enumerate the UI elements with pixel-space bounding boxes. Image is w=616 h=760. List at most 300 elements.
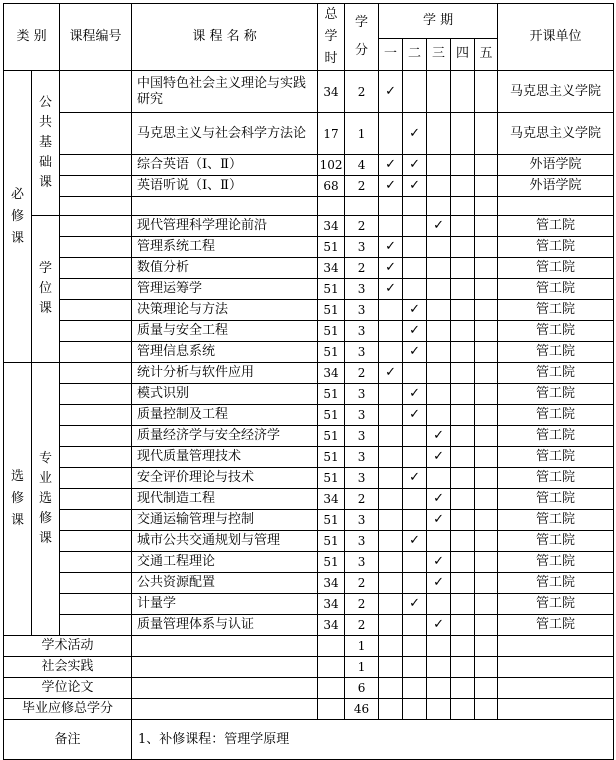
empty-cell [403,636,427,657]
course-hours: 34 [318,615,345,636]
check-icon: ✓ [385,83,396,99]
course-code [60,258,132,279]
table-row [4,237,614,258]
course-code [60,113,132,155]
course-code [60,237,132,258]
course-name: 质量控制及工程 [132,405,318,426]
semester-2-cell [403,71,427,113]
course-hours: 51 [318,384,345,405]
course-code [60,594,132,615]
course-credit: 2 [345,216,379,237]
semester-2-cell [403,552,427,573]
semester-3-cell [427,447,451,468]
summary-label: 学位论文 [4,678,132,699]
table-row [4,489,614,510]
header-name: 课 程 名 称 [132,4,318,71]
semester-4-cell [451,300,475,321]
table-row [4,615,614,636]
semester-1-cell [379,342,403,363]
semester-3-cell [427,216,451,237]
header-semester-2: 二 [403,38,427,70]
table-row [4,384,614,405]
semester-2-cell [403,615,427,636]
course-name: 英语听说（Ⅰ、Ⅱ） [132,176,318,197]
summary-name [132,678,318,699]
empty-cell [498,678,614,699]
course-hours: 34 [318,489,345,510]
semester-2-cell [403,155,427,176]
semester-1-cell [379,321,403,342]
semester-3-cell [427,237,451,258]
empty-cell [403,699,427,720]
check-icon: ✓ [433,554,444,569]
course-unit: 管工院 [498,489,614,510]
course-name: 统计分析与软件应用 [132,363,318,384]
course-name: 质量经济学与安全经济学 [132,426,318,447]
table-row [4,155,614,176]
check-icon: ✓ [385,239,396,254]
group-public-basic [32,71,60,216]
course-code [60,405,132,426]
semester-5-cell [475,552,498,573]
course-credit: 2 [345,594,379,615]
semester-3-cell [427,405,451,426]
empty-cell [403,657,427,678]
check-icon: ✓ [385,365,396,380]
semester-2-cell [403,447,427,468]
course-credit: 3 [345,510,379,531]
course-hours: 51 [318,321,345,342]
empty-cell [345,197,379,216]
group-professional-elective [32,363,60,636]
course-unit: 管工院 [498,384,614,405]
course-unit: 外语学院 [498,155,614,176]
course-code [60,615,132,636]
check-icon: ✓ [409,125,420,141]
course-unit: 管工院 [498,321,614,342]
semester-5-cell [475,155,498,176]
course-name: 现代管理科学理论前沿 [132,216,318,237]
group-required-label: 必修课 [10,186,24,246]
table-row [4,197,614,216]
semester-4-cell [451,279,475,300]
semester-3-cell [427,342,451,363]
empty-cell [498,197,614,216]
course-hours: 17 [318,113,345,155]
semester-3-cell [427,321,451,342]
semester-2-cell [403,384,427,405]
empty-cell [427,657,451,678]
course-code [60,510,132,531]
semester-3-cell [427,468,451,489]
summary-label: 学术活动 [4,636,132,657]
course-unit: 管工院 [498,510,614,531]
header-semester-5: 五 [475,38,498,70]
semester-5-cell [475,426,498,447]
semester-5-cell [475,468,498,489]
group-professional-elective-label: 专业选修课 [38,451,52,546]
semester-5-cell [475,447,498,468]
semester-2-cell [403,426,427,447]
check-icon: ✓ [409,178,420,193]
summary-row [4,657,614,678]
course-unit: 管工院 [498,468,614,489]
check-icon: ✓ [433,617,444,632]
course-hours: 51 [318,279,345,300]
semester-3-cell [427,176,451,197]
header-hours: 总学时 [318,4,345,71]
semester-4-cell [451,176,475,197]
semester-2-cell [403,531,427,552]
check-icon: ✓ [385,281,396,296]
course-unit: 管工院 [498,531,614,552]
empty-cell [451,197,475,216]
course-hours: 51 [318,405,345,426]
course-unit: 管工院 [498,342,614,363]
summary-hours [318,657,345,678]
table-row [4,279,614,300]
course-code [60,552,132,573]
semester-5-cell [475,573,498,594]
semester-3-cell [427,71,451,113]
course-credit: 3 [345,321,379,342]
semester-3-cell [427,363,451,384]
summary-row [4,699,614,720]
semester-2-cell [403,258,427,279]
semester-3-cell [427,384,451,405]
course-code [60,216,132,237]
course-unit: 管工院 [498,405,614,426]
course-name: 管理运筹学 [132,279,318,300]
semester-4-cell [451,426,475,447]
semester-5-cell [475,405,498,426]
semester-4-cell [451,531,475,552]
course-name: 马克思主义与社会科学方法论 [132,113,318,155]
check-icon: ✓ [409,386,420,401]
summary-credit: 1 [345,636,379,657]
semester-5-cell [475,71,498,113]
course-hours: 51 [318,237,345,258]
semester-5-cell [475,342,498,363]
course-credit: 2 [345,176,379,197]
course-credit: 2 [345,573,379,594]
course-code [60,468,132,489]
empty-cell [132,197,318,216]
semester-1-cell [379,237,403,258]
semester-1-cell [379,71,403,113]
course-code [60,489,132,510]
remarks-row [4,720,614,760]
table-row [4,363,614,384]
course-name: 安全评价理论与技术 [132,468,318,489]
empty-cell [475,699,498,720]
summary-credit: 1 [345,657,379,678]
course-credit: 2 [345,615,379,636]
group-public-basic-label: 公共基础课 [38,95,52,190]
semester-1-cell [379,510,403,531]
check-icon: ✓ [409,157,420,172]
course-name: 现代制造工程 [132,489,318,510]
empty-cell [498,657,614,678]
semester-4-cell [451,552,475,573]
course-credit: 3 [345,531,379,552]
semester-5-cell [475,363,498,384]
course-credit: 3 [345,468,379,489]
semester-1-cell [379,468,403,489]
table-row [4,342,614,363]
semester-4-cell [451,510,475,531]
semester-4-cell [451,468,475,489]
check-icon: ✓ [409,470,420,485]
course-credit: 3 [345,237,379,258]
check-icon: ✓ [409,533,420,548]
semester-2-cell [403,300,427,321]
course-credit: 2 [345,363,379,384]
course-code [60,363,132,384]
header-code: 课程编号 [60,4,132,71]
semester-5-cell [475,258,498,279]
semester-2-cell [403,489,427,510]
semester-2-cell [403,216,427,237]
header-semester-4: 四 [451,38,475,70]
course-credit: 2 [345,489,379,510]
summary-label: 毕业应修总学分 [4,699,132,720]
course-code [60,155,132,176]
semester-2-cell [403,342,427,363]
semester-1-cell [379,426,403,447]
semester-4-cell [451,258,475,279]
empty-cell [427,197,451,216]
semester-5-cell [475,237,498,258]
table-row [4,552,614,573]
course-code [60,279,132,300]
summary-hours [318,678,345,699]
course-hours: 51 [318,552,345,573]
empty-cell [451,678,475,699]
semester-3-cell [427,510,451,531]
course-hours: 51 [318,531,345,552]
semester-4-cell [451,405,475,426]
empty-cell [451,657,475,678]
group-degree-label: 学位课 [38,261,52,316]
course-code [60,176,132,197]
empty-cell [403,678,427,699]
course-name: 数值分析 [132,258,318,279]
course-name: 现代质量管理技术 [132,447,318,468]
check-icon: ✓ [409,596,420,611]
empty-cell [379,657,403,678]
semester-3-cell [427,615,451,636]
semester-2-cell [403,113,427,155]
empty-cell [451,699,475,720]
course-name: 城市公共交通规划与管理 [132,531,318,552]
semester-4-cell [451,113,475,155]
course-unit: 管工院 [498,258,614,279]
empty-cell [451,636,475,657]
semester-3-cell [427,552,451,573]
empty-cell [379,197,403,216]
semester-2-cell [403,594,427,615]
check-icon: ✓ [385,260,396,275]
semester-4-cell [451,573,475,594]
header-unit: 开课单位 [498,4,614,71]
table-row [4,113,614,155]
summary-credit: 6 [345,678,379,699]
semester-1-cell [379,155,403,176]
course-hours: 34 [318,216,345,237]
course-name: 质量管理体系与认证 [132,615,318,636]
course-unit: 管工院 [498,279,614,300]
summary-row [4,636,614,657]
semester-3-cell [427,594,451,615]
course-hours: 51 [318,300,345,321]
course-hours: 102 [318,155,345,176]
course-hours: 51 [318,510,345,531]
group-elective [4,363,32,636]
summary-hours [318,636,345,657]
header-credit: 学分 [345,4,379,71]
semester-1-cell [379,447,403,468]
semester-5-cell [475,300,498,321]
course-unit: 马克思主义学院 [498,113,614,155]
table-row [4,594,614,615]
semester-1-cell [379,176,403,197]
table-row [4,447,614,468]
course-hours: 34 [318,363,345,384]
check-icon: ✓ [385,157,396,172]
summary-hours [318,699,345,720]
course-name: 计量学 [132,594,318,615]
empty-cell [379,699,403,720]
semester-2-cell [403,573,427,594]
semester-5-cell [475,615,498,636]
course-name: 决策理论与方法 [132,300,318,321]
table-row [4,216,614,237]
course-hours: 51 [318,426,345,447]
group-elective-label: 选修课 [10,469,24,528]
course-unit: 马克思主义学院 [498,71,614,113]
course-code [60,384,132,405]
semester-5-cell [475,321,498,342]
course-unit: 管工院 [498,237,614,258]
empty-cell [379,678,403,699]
check-icon: ✓ [409,344,420,359]
empty-cell [475,636,498,657]
header-category: 类 别 [4,4,60,71]
course-hours: 34 [318,594,345,615]
empty-cell [498,636,614,657]
empty-cell [475,197,498,216]
semester-4-cell [451,342,475,363]
course-code [60,300,132,321]
course-name: 管理信息系统 [132,342,318,363]
course-unit: 管工院 [498,552,614,573]
table-row [4,71,614,113]
semester-5-cell [475,113,498,155]
semester-2-cell [403,321,427,342]
semester-5-cell [475,279,498,300]
course-hours: 34 [318,71,345,113]
semester-3-cell [427,258,451,279]
course-code [60,342,132,363]
empty-cell [498,699,614,720]
empty-cell [403,197,427,216]
table-row [4,531,614,552]
course-unit: 管工院 [498,216,614,237]
check-icon: ✓ [433,512,444,527]
semester-3-cell [427,573,451,594]
course-code [60,426,132,447]
semester-1-cell [379,363,403,384]
course-credit: 3 [345,342,379,363]
summary-label: 社会实践 [4,657,132,678]
semester-4-cell [451,155,475,176]
semester-1-cell [379,531,403,552]
course-code [60,71,132,113]
course-credit: 1 [345,113,379,155]
semester-3-cell [427,489,451,510]
remarks-text: 1、补修课程：管理学原理 [132,720,614,760]
course-hours: 51 [318,342,345,363]
semester-4-cell [451,447,475,468]
course-name: 综合英语（Ⅰ、Ⅱ） [132,155,318,176]
table-row [4,426,614,447]
semester-1-cell [379,573,403,594]
semester-4-cell [451,615,475,636]
semester-1-cell [379,489,403,510]
course-code [60,447,132,468]
table-row [4,321,614,342]
semester-3-cell [427,426,451,447]
course-unit: 管工院 [498,573,614,594]
semester-4-cell [451,363,475,384]
table-row [4,300,614,321]
course-hours: 34 [318,573,345,594]
semester-4-cell [451,216,475,237]
summary-name [132,636,318,657]
course-name: 中国特色社会主义理论与实践研究 [132,71,318,113]
semester-3-cell [427,113,451,155]
course-name: 质量与安全工程 [132,321,318,342]
course-name: 管理系统工程 [132,237,318,258]
semester-5-cell [475,176,498,197]
semester-2-cell [403,363,427,384]
summary-name [132,657,318,678]
course-code [60,321,132,342]
course-code [60,531,132,552]
check-icon: ✓ [433,449,444,464]
table-row [4,468,614,489]
header-semester: 学 期 [379,4,498,39]
course-unit: 管工院 [498,426,614,447]
remarks-label: 备注 [4,720,132,760]
semester-4-cell [451,71,475,113]
semester-3-cell [427,279,451,300]
semester-3-cell [427,300,451,321]
check-icon: ✓ [433,218,444,233]
course-credit: 3 [345,426,379,447]
semester-2-cell [403,176,427,197]
table-row [4,176,614,197]
course-unit: 管工院 [498,300,614,321]
empty-cell [318,197,345,216]
course-unit: 管工院 [498,615,614,636]
summary-row [4,678,614,699]
course-name: 公共资源配置 [132,573,318,594]
semester-4-cell [451,384,475,405]
course-credit: 4 [345,155,379,176]
semester-5-cell [475,510,498,531]
